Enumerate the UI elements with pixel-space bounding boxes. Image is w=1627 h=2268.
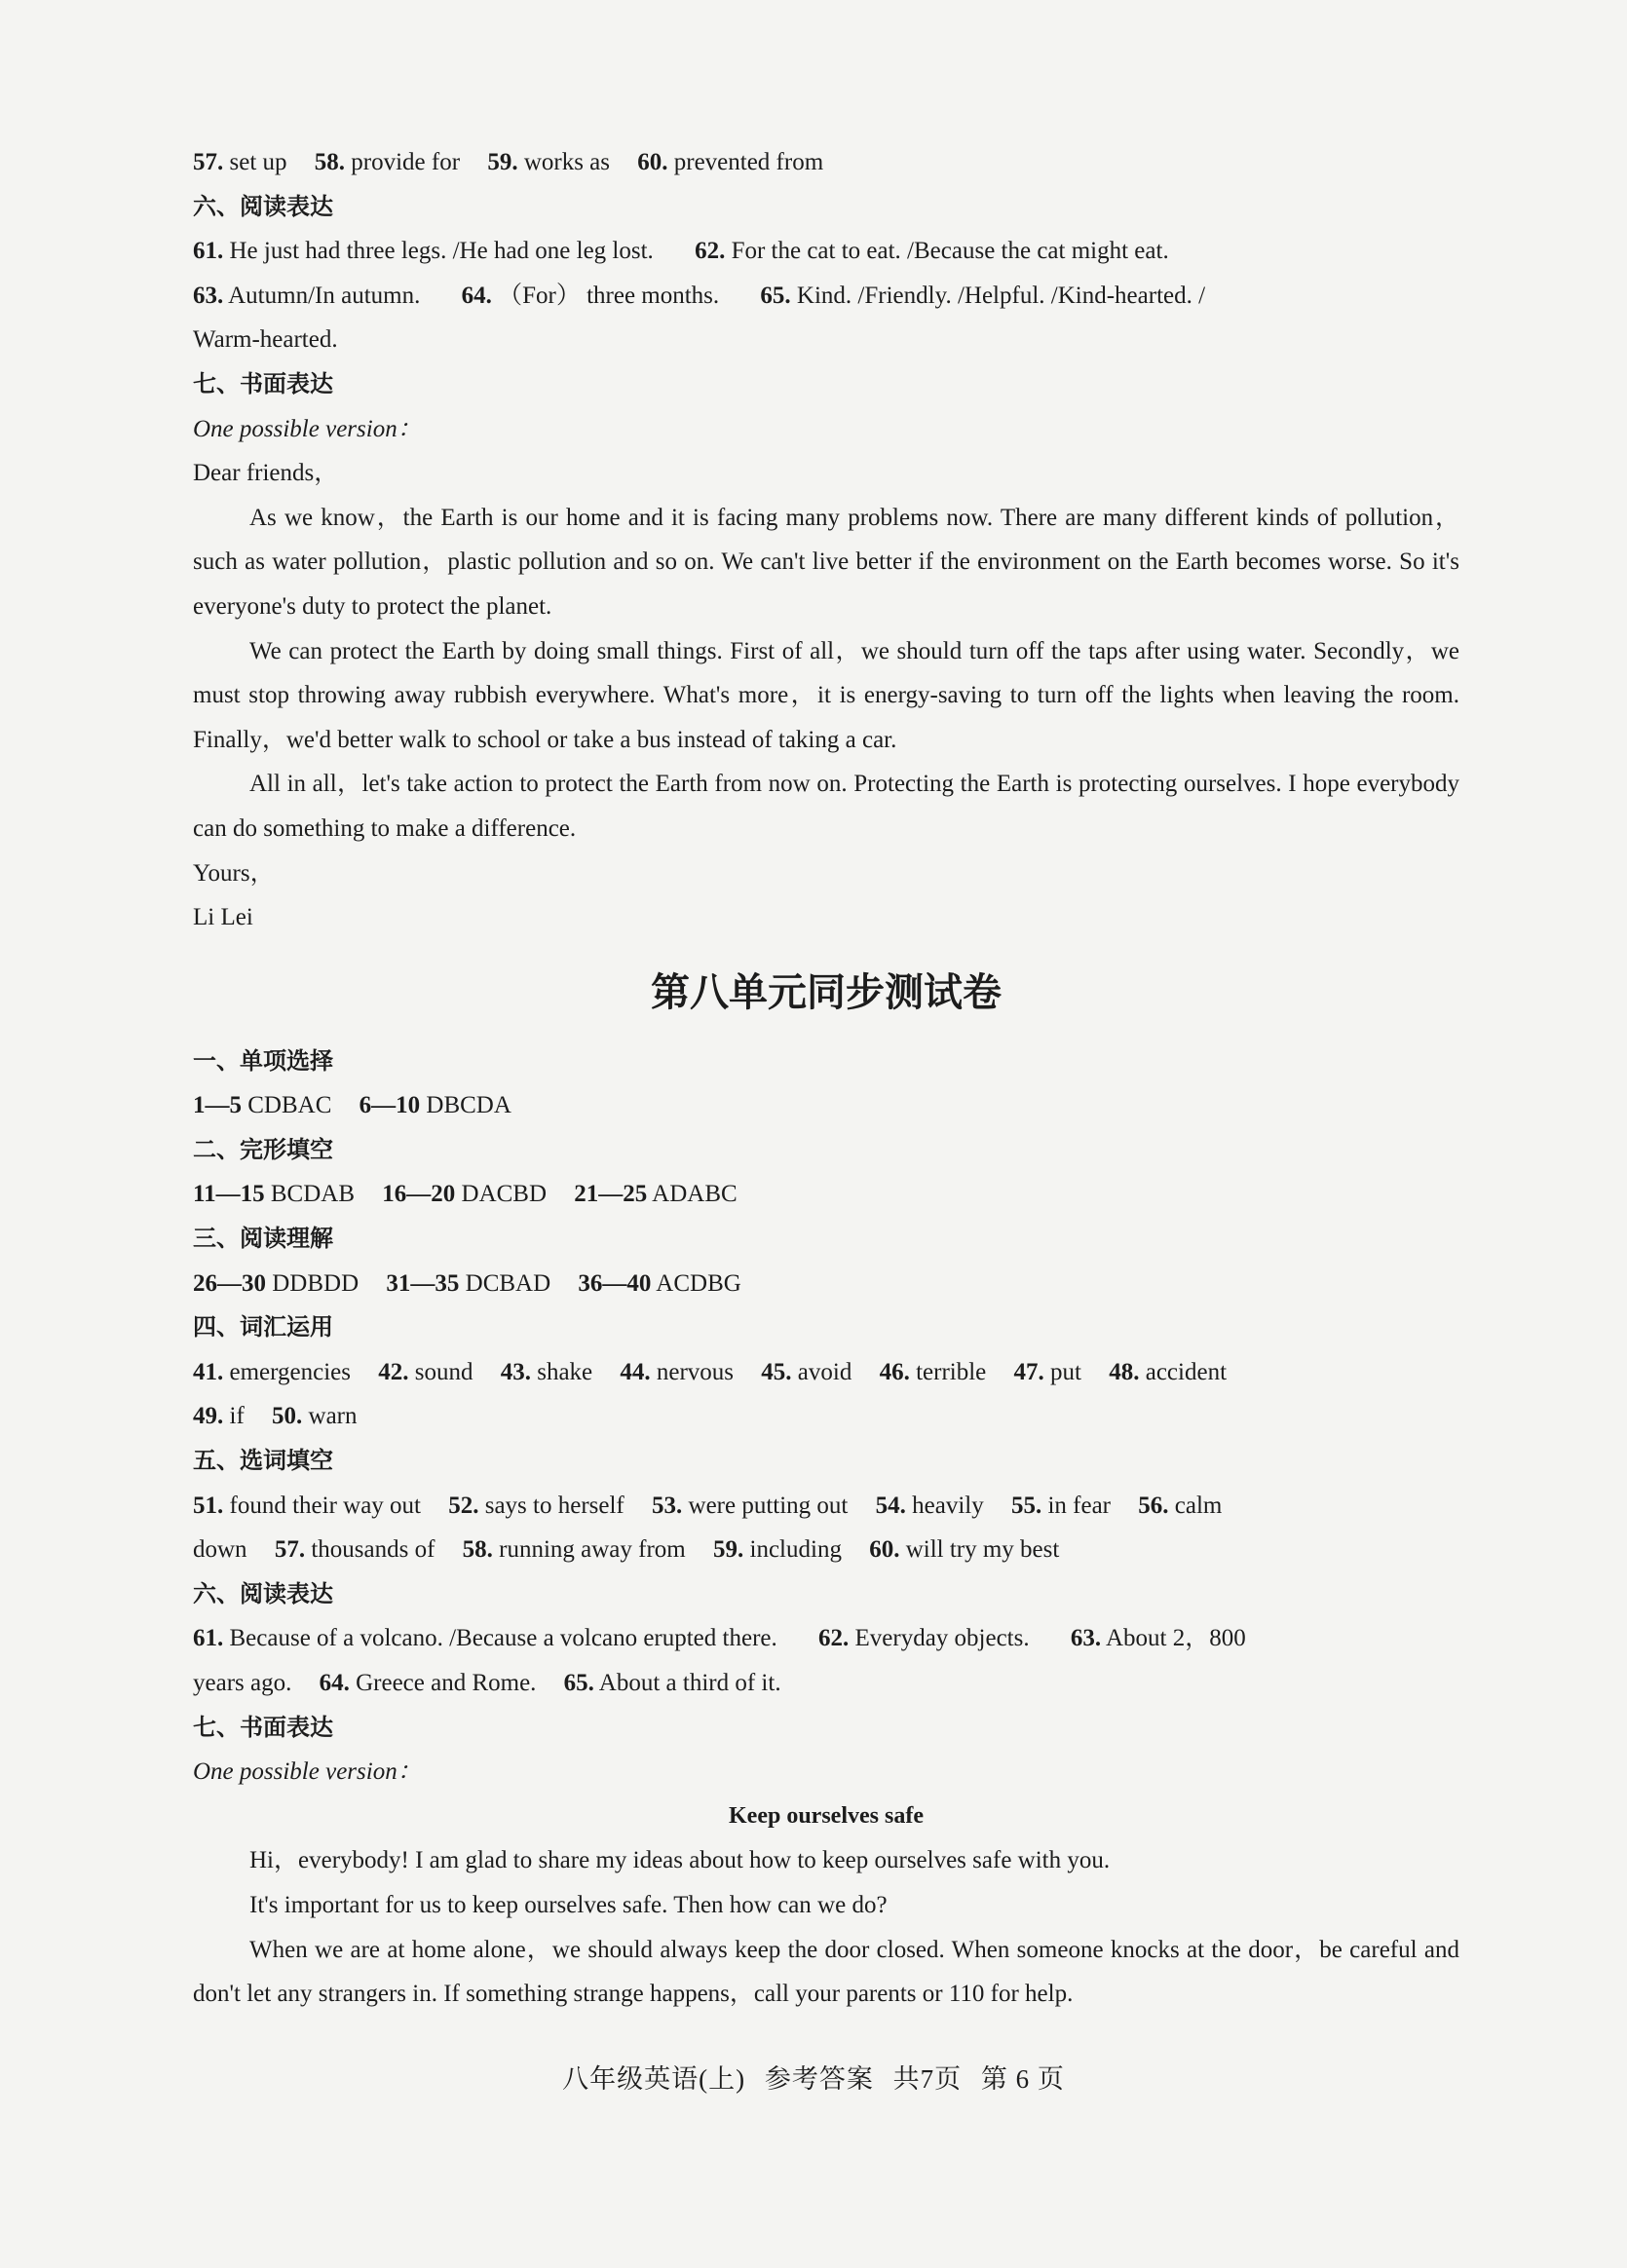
- section-heading-vocabulary: 四、词汇运用: [193, 1313, 333, 1342]
- answer-text: put: [1050, 1358, 1081, 1385]
- footer-page: 第 6 页: [980, 2064, 1065, 2094]
- answer-number: 50.: [272, 1403, 303, 1430]
- answer-number: 62.: [818, 1625, 850, 1652]
- answer-number: 51.: [193, 1492, 224, 1519]
- footer-book: 八年级英语(上): [562, 2064, 746, 2094]
- section-heading-cloze: 二、完形填空: [193, 1135, 333, 1163]
- answers-1-10: [193, 1083, 1459, 1128]
- answers-11-25: [193, 1172, 1459, 1217]
- answer-text: provide for: [351, 149, 461, 175]
- answer-range: 31—35: [386, 1269, 460, 1297]
- answer-number: 64.: [319, 1670, 350, 1696]
- essay-title: Keep ourselves safe: [729, 1802, 924, 1829]
- answer-number: 59.: [713, 1536, 744, 1564]
- answer-number: 47.: [1013, 1358, 1044, 1385]
- answer-text: For the cat to eat. /Because the cat might eat.: [731, 238, 1169, 265]
- answer-number: 43.: [500, 1358, 531, 1385]
- possible-version-label: One possible version：: [193, 1758, 422, 1786]
- section-heading-word-selection: 五、选词填空: [193, 1447, 333, 1475]
- answer-text: Everyday objects.: [854, 1625, 1030, 1652]
- unit8-title: 第八单元同步测试卷: [651, 969, 1002, 1015]
- essay-paragraph: All in all，let's take action to protect the Earth from now on. Protecting the Earth is protecting ourselves. I hope everybody can do something to make a difference.: [193, 771, 1459, 842]
- essay-paragraph: It's important for us to keep ourselves safe. Then how can we do?: [249, 1891, 888, 1918]
- answer-letters: DBCDA: [426, 1092, 511, 1119]
- answer-number: 58.: [462, 1536, 493, 1564]
- answer-number: 58.: [314, 149, 346, 175]
- answer-number: 62.: [695, 238, 726, 265]
- answer-letters: BCDAB: [270, 1181, 356, 1208]
- answer-text: if: [229, 1403, 245, 1430]
- answer-text: years ago.: [193, 1670, 292, 1696]
- answer-letters: CDBAC: [247, 1092, 332, 1119]
- answer-letters: ACDBG: [656, 1269, 741, 1297]
- footer-label: 参考答案: [764, 2064, 874, 2094]
- answer-text: warn: [308, 1403, 358, 1430]
- answer-number: 56.: [1138, 1492, 1169, 1519]
- section-heading-writing-unit8: 七、书面表达: [193, 1713, 333, 1741]
- answer-text: including: [749, 1536, 842, 1564]
- answer-text: will try my best: [905, 1536, 1060, 1564]
- answer-number: 52.: [448, 1492, 479, 1519]
- essay-paragraph: When we are at home alone，we should always keep the door closed. When someone knocks at the door，be careful and don't let any strangers in. If something strange happens，call your parents or 110 for help.: [193, 1936, 1459, 2008]
- letter-signature: Li Lei: [193, 904, 253, 931]
- section-heading-reading-expression-unit8: 六、阅读表达: [193, 1579, 333, 1607]
- answer-text: shake: [537, 1358, 593, 1385]
- answer-text: nervous: [656, 1358, 735, 1385]
- answer-letters: ADABC: [652, 1181, 738, 1208]
- answer-text: in fear: [1047, 1492, 1112, 1519]
- answer-number: 60.: [869, 1536, 900, 1564]
- answer-number: 65.: [760, 282, 791, 309]
- answer-text: He just had three legs. /He had one leg lost.: [229, 238, 654, 265]
- answer-text: works as: [523, 149, 610, 175]
- essay-paragraph: As we know，the Earth is our home and it is facing many problems now. There are many different kinds of pollution，such as water pollution，plastic pollution and so on. We can't live better if the environment on the Earth becomes worse. So it's everyone's duty to protect the planet.: [193, 504, 1459, 620]
- page-footer: [0, 2058, 1627, 2096]
- page-content: [193, 140, 1459, 2017]
- answer-text: sound: [414, 1358, 473, 1385]
- essay-paragraph: Hi，everybody! I am glad to share my ideas about how to keep ourselves safe with you.: [249, 1847, 1111, 1874]
- section-heading-writing: 七、书面表达: [193, 369, 333, 397]
- answer-text: avoid: [797, 1358, 852, 1385]
- answer-number: 65.: [563, 1670, 594, 1696]
- answer-number: 64.: [461, 282, 492, 309]
- answer-range: 11—15: [193, 1181, 265, 1208]
- answer-number: 48.: [1109, 1358, 1140, 1385]
- answer-text: down: [193, 1536, 247, 1564]
- answer-number: 46.: [879, 1358, 910, 1385]
- answer-text: terrible: [916, 1358, 987, 1385]
- section-heading-single-choice: 一、单项选择: [193, 1046, 333, 1075]
- answer-number: 44.: [620, 1358, 651, 1385]
- answer-text: Autumn/In autumn.: [228, 282, 421, 309]
- answer-number: 41.: [193, 1358, 224, 1385]
- answer-number: 54.: [875, 1492, 906, 1519]
- answer-text: running away from: [499, 1536, 686, 1564]
- answer-text: were putting out: [688, 1492, 849, 1519]
- possible-version-label: One possible version：: [193, 415, 422, 442]
- answers-51-56: [193, 1484, 1459, 1529]
- answer-range: 26—30: [193, 1269, 266, 1297]
- answer-number: 42.: [378, 1358, 409, 1385]
- answer-text: accident: [1145, 1358, 1228, 1385]
- answer-number: 55.: [1010, 1492, 1042, 1519]
- answer-range: 6—10: [359, 1092, 421, 1119]
- answer-text: found their way out: [229, 1492, 421, 1519]
- answer-letters: DCBAD: [465, 1269, 551, 1297]
- section-heading-reading-comprehension: 三、阅读理解: [193, 1225, 333, 1253]
- answers-49-50: [193, 1394, 1459, 1439]
- answer-text: Kind. /Friendly. /Helpful. /Kind-hearted. /: [796, 282, 1206, 309]
- answer-number: 60.: [637, 149, 668, 175]
- answer-text: thousands of: [311, 1536, 435, 1564]
- answer-text: calm: [1174, 1492, 1223, 1519]
- answer-text: heavily: [912, 1492, 984, 1519]
- answer-letters: DDBDD: [272, 1269, 359, 1297]
- answers-63-65-unit8: [193, 1661, 1459, 1706]
- answer-number: 45.: [761, 1358, 792, 1385]
- answer-number: 63.: [193, 282, 224, 309]
- answer-number: 53.: [652, 1492, 683, 1519]
- answers-26-40: [193, 1262, 1459, 1306]
- answers-41-48: [193, 1350, 1459, 1395]
- answers-61-62: [193, 229, 1459, 274]
- answer-text: set up: [229, 149, 287, 175]
- answer-number: 61.: [193, 238, 224, 265]
- answer-number: 59.: [487, 149, 518, 175]
- answer-letters: DACBD: [461, 1181, 548, 1208]
- answer-range: 16—20: [382, 1181, 456, 1208]
- answer-number: 57.: [274, 1536, 306, 1564]
- answer-number: 61.: [193, 1625, 224, 1652]
- answer-text: says to herself: [484, 1492, 624, 1519]
- answer-number: 63.: [1070, 1625, 1102, 1652]
- answers-61-63-unit8: [193, 1616, 1459, 1661]
- answer-text: emergencies: [229, 1358, 351, 1385]
- answer-range: 36—40: [578, 1269, 652, 1297]
- answer-65-continued: Warm-hearted.: [193, 326, 338, 354]
- answer-text: About 2，800: [1105, 1625, 1246, 1652]
- section-heading-reading-expression: 六、阅读表达: [193, 192, 333, 220]
- footer-total: 共7页: [892, 2064, 963, 2094]
- answers-57-60: [193, 140, 1459, 185]
- answer-number: 57.: [193, 149, 224, 175]
- answers-63-65: [193, 274, 1459, 319]
- letter-closing: Yours，: [193, 859, 275, 887]
- answer-text: About a third of it.: [598, 1670, 781, 1696]
- answers-56-60: [193, 1528, 1459, 1572]
- essay-paragraph: We can protect the Earth by doing small things. First of all，we should turn off the taps after using water. Secondly，we must stop throwing away rubbish everywhere. What's more，it is energy-saving to turn off the lights when leaving the room. Finally，we'd better walk to school or take a bus instead of taking a car.: [193, 637, 1459, 753]
- answer-text: Greece and Rome.: [356, 1670, 537, 1696]
- letter-greeting: Dear friends，: [193, 460, 339, 487]
- answer-text: （For） three months.: [498, 282, 720, 309]
- answer-range: 21—25: [574, 1181, 648, 1208]
- answer-text: Because of a volcano. /Because a volcano erupted there.: [229, 1625, 777, 1652]
- answer-number: 49.: [193, 1403, 224, 1430]
- answer-text: prevented from: [673, 149, 824, 175]
- answer-range: 1—5: [193, 1092, 242, 1119]
